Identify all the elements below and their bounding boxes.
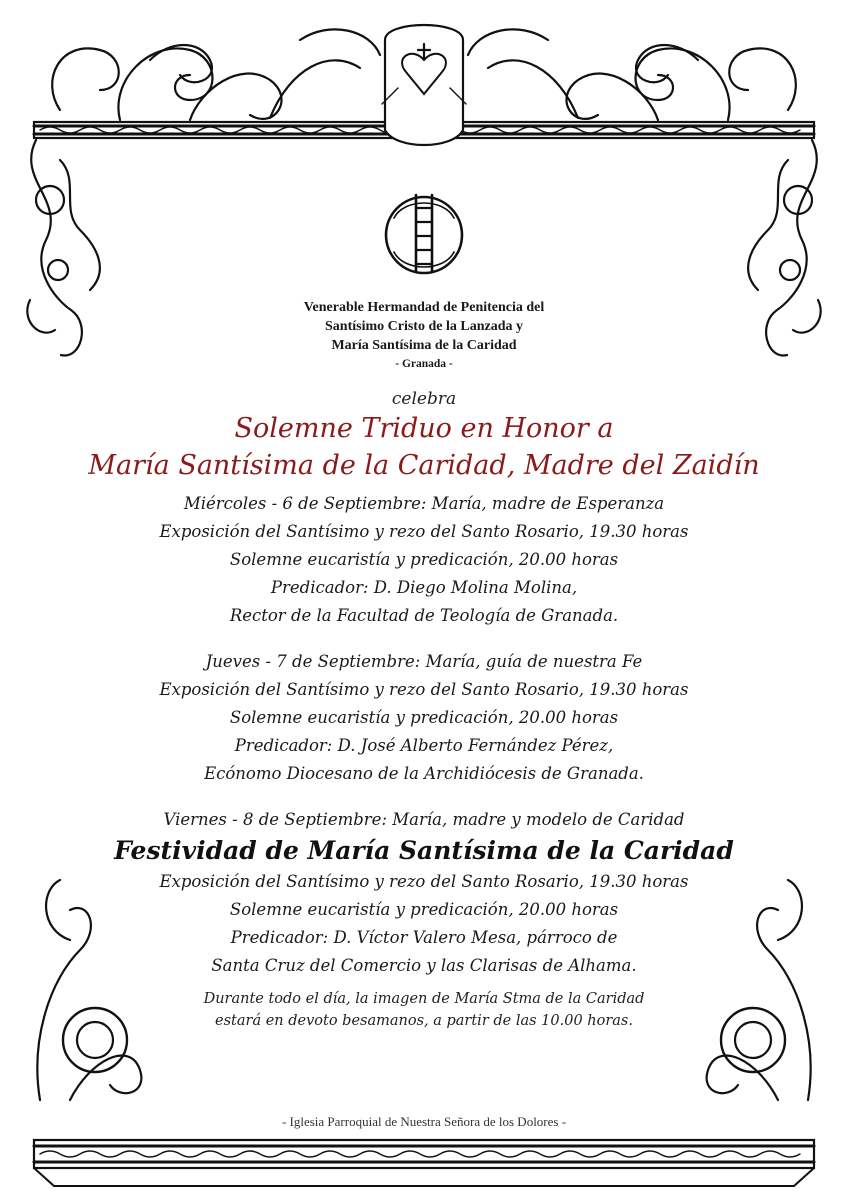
city-label: - Granada - bbox=[395, 358, 453, 370]
mass-line: Solemne eucaristía y predicación, 20.00 horas bbox=[229, 550, 619, 569]
preacher-line: Predicador: D. José Alberto Fernández Pérez, bbox=[234, 736, 614, 755]
day-block-wednesday bbox=[0, 490, 848, 630]
preacher-line: Predicador: D. Diego Molina Molina, bbox=[270, 578, 578, 597]
preacher-role-line: Santa Cruz del Comercio y las Clarisas de Alhama. bbox=[211, 956, 637, 975]
brotherhood-header bbox=[0, 298, 848, 374]
brotherhood-name-line-2: Santísimo Cristo de la Lanzada y bbox=[325, 319, 523, 334]
day-block-thursday bbox=[0, 648, 848, 788]
note-line-1: Durante todo el día, la imagen de María Stma de la Caridad bbox=[203, 991, 645, 1007]
preacher-role-line: Ecónomo Diocesano de la Archidiócesis de Granada. bbox=[204, 764, 644, 783]
preacher-line: Predicador: D. Víctor Valero Mesa, párroco de bbox=[230, 928, 618, 947]
celebra-label: celebra bbox=[391, 389, 457, 409]
day-heading: Viernes - 8 de Septiembre: María, madre y modelo de Caridad bbox=[163, 810, 685, 829]
title-line-2: María Santísima de la Caridad, Madre del Zaidín bbox=[88, 450, 760, 481]
preacher-role-line: Rector de la Facultad de Teología de Granada. bbox=[229, 606, 619, 625]
day-heading: Jueves - 7 de Septiembre: María, guía de nuestra Fe bbox=[205, 652, 643, 671]
mass-line: Solemne eucaristía y predicación, 20.00 horas bbox=[229, 708, 619, 727]
title-line-1: Solemne Triduo en Honor a bbox=[234, 413, 614, 444]
brotherhood-name-line-1: Venerable Hermandad de Penitencia del bbox=[303, 300, 545, 315]
note-line-2: estará en devoto besamanos, a partir de las 10.00 horas. bbox=[215, 1013, 633, 1029]
day-block-friday bbox=[0, 806, 848, 980]
sacred-heart-emblem bbox=[382, 25, 466, 145]
besamanos-note bbox=[0, 988, 848, 1032]
announcement-body bbox=[0, 388, 848, 1032]
mass-line: Solemne eucaristía y predicación, 20.00 horas bbox=[229, 900, 619, 919]
exposition-line: Exposición del Santísimo y rezo del Santo Rosario, 19.30 horas bbox=[159, 522, 689, 541]
feast-title: Festividad de María Santísima de la Caridad bbox=[114, 836, 734, 865]
exposition-line: Exposición del Santísimo y rezo del Santo Rosario, 19.30 horas bbox=[159, 680, 689, 699]
exposition-line: Exposición del Santísimo y rezo del Santo Rosario, 19.30 horas bbox=[159, 872, 689, 891]
ladder-emblem bbox=[386, 195, 462, 273]
venue-footer: - Iglesia Parroquial de Nuestra Señora de los Dolores - bbox=[281, 1114, 567, 1129]
brotherhood-name-line-3: María Santísima de la Caridad bbox=[331, 338, 517, 353]
bottom-beam-ornament bbox=[34, 1140, 814, 1186]
day-heading: Miércoles - 6 de Septiembre: María, madre de Esperanza bbox=[183, 494, 665, 513]
